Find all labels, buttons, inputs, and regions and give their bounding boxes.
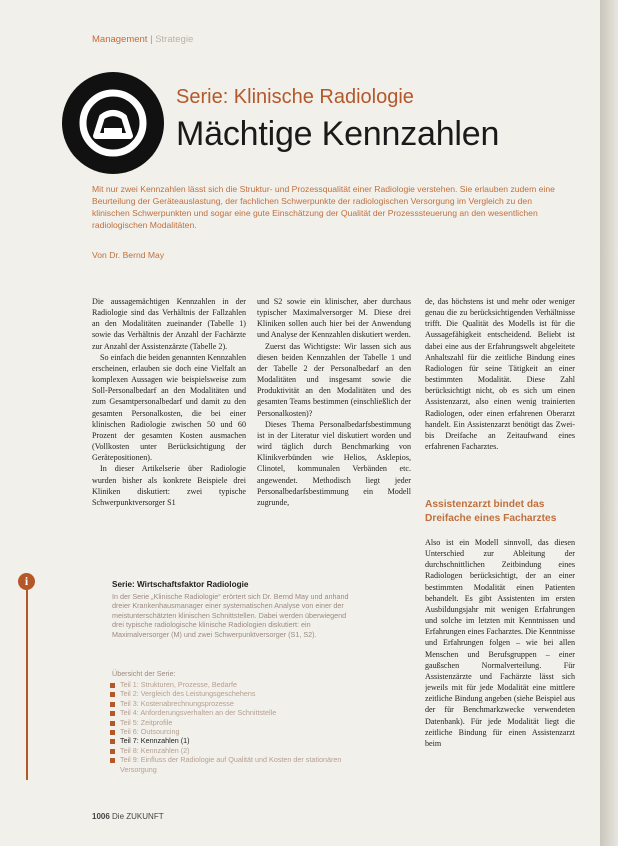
series-part-item: Teil 9: Einfluss der Radiologie auf Qualität und Kosten der stationären Versorgung (110, 755, 350, 774)
paragraph: Dieses Thema Personalbedarfsbestimmung ist in der Literatur viel diskutiert worden und wird täglich durch Benchmarking von Klinikverbünden wie Helios, Asklepios, Clinotel, kommunalen Verbänden etc. angewendet. Methodisch liegt jeder Personalbedarfsbestimmung ein Modell zugrunde, (257, 419, 411, 507)
paragraph: Die aussagemächtigen Kennzahlen in der Radiologie sind das Verhältnis der Fallzahlen an den Modalitäten zueinander (Tabelle 1) sowie das Verhältnis der Anzahl der Fachärzte zur Anzahl der Assistenzärzte (Tabelle 2). (92, 297, 246, 351)
section-subheading: Assistenzarzt bindet das Dreifache eines Facharztes (425, 499, 557, 524)
paragraph: und S2 sowie ein klinischer, aber durchaus typischer Maximalversorger M. Diese drei Kliniken sollen auch hier bei der Anwendung und Analyse der Kennzahlen diskutiert werden. (257, 297, 411, 340)
series-part-item: Teil 5: Zeitprofile (110, 718, 350, 727)
series-part-item: Teil 2: Vergleich des Leistungsgeschehens (110, 689, 350, 698)
series-overview-label: Übersicht der Serie: (112, 669, 176, 678)
body-column-2 (257, 296, 411, 556)
series-part-item: Teil 3: Kostenabrechnungsprozesse (110, 699, 350, 708)
page-number: 1006 (92, 812, 110, 821)
publication-name: Die ZUKUNFT (112, 812, 164, 821)
series-part-item: Teil 1: Strukturen, Prozesse, Bedarfe (110, 680, 350, 689)
body-column-3-continued (425, 537, 575, 837)
series-part-item: Teil 6: Outsourcing (110, 727, 350, 736)
series-part-item: Teil 8: Kennzahlen (2) (110, 746, 350, 755)
info-box-title: Serie: Wirtschaftsfaktor Radiologie (112, 580, 249, 589)
series-title: Serie: Klinische Radiologie (176, 86, 414, 108)
series-overview-list (110, 680, 350, 774)
author-byline: Von Dr. Bernd May (92, 250, 165, 260)
kicker-separator: | (150, 34, 153, 45)
body-column-1 (92, 296, 246, 556)
radiology-scanner-icon (62, 72, 164, 174)
series-part-item-current: Teil 7: Kennzahlen (1) (110, 736, 350, 745)
paragraph: In dieser Artikelserie über Radiologie wurden bisher als konkrete Beispiele drei Kliniken diskutiert: zwei typische Schwerpunktversorger S1 (92, 464, 246, 507)
article-title: Mächtige Kennzahlen (176, 115, 500, 153)
kicker-section: Management (92, 34, 148, 45)
page-edge (600, 0, 618, 846)
paragraph: Zuerst das Wichtigste: Wir lassen sich aus diesen beiden Kennzahlen der Tabelle 1 und der Tabelle 2 der Personalbedarf an den Modalitäten und insgesamt sowie die Produktivität an den Modalitäten und des gesamten Teams bestimmen (einschließlich der Personalkosten)? (257, 341, 411, 418)
info-box-text: In der Serie „Klinische Radiologie“ erörtert sich Dr. Bernd May und anhand dreier Krankenhausmanager einer systematischen Analyse von einer der meistunterschätzten klinischen Schnittstellen. Dabei werden überwiegend drei typische radiologische klinische Radiologien diskutiert: ein Maximalversorger (M) und zwei Schwerpunktversorger (S1, S2). (112, 592, 349, 639)
series-part-item: Teil 4: Anforderungsverhalten an der Schnittstelle (110, 708, 350, 717)
info-icon: i (18, 573, 35, 590)
paragraph: Also ist ein Modell sinnvoll, das diesen Unterschied zur Ableitung der durchschnittlichen Zeitbindung eines Radiologen berücksichtigt, der an einer bestimmten Modalität einen Patienten behandelt. Es gibt Assistenten im ersten Ausbildungsjahr mit wenigen Erfahrungen und solche im letzten mit Kenntnissen und Erfahrungen eines Facharztes. Die Kenntnisse und Erfahrungen folgen – wie bei allen Menschen und Berufsgruppen – einer gaußschen Normalverteilung. Für Assistenzärzte und Fachärzte lässt sich jeweils mit für jede Modalität eine mittlere zeitliche Bindung angeben (siehe Beispiel aus der für Benchmarkzwecke verwendeten Datenbank). Für jede Modalität liegt die zeitliche Bindung für einen Assistenzarzt beim (425, 538, 575, 748)
paragraph: de, das höchstens ist und mehr oder weniger genau die zu berücksichtigenden Verhältnisse trifft. Die Qualität des Modells ist für die Aussagefähigkeit entscheidend. Beliebt ist dabei eine aus der Erfahrungswelt abgeleitete Anhaltszahl für die zeitliche Bindung eines Radiologen für seine Tätigkeit an einer bestimmten Modalität. Diese Zahl berücksichtigt nicht, ob es sich um einen Assistenzarzt, also einen wenig trainierten Radiologen, oder einen erfahrenen Oberarzt handelt. Ein Assistenzarzt benötigt das Zwei- bis Dreifache an Zeitaufwand eines erfahrenen Facharztes. (425, 297, 575, 452)
paragraph: So einfach die beiden genannten Kennzahlen erscheinen, erlauben sie doch eine Vielfalt an komplexen Aussagen wie beispielsweise zum Soll-Personalbedarf an den Modalitäten und zum Gesamtpersonalbedarf und damit zu den gesamten Personalkosten, die bei einer klinischen Radiologie zwischen 50 und 60 Prozent der gesamten Kosten ausmachen (Vollkosten unter Berücksichtigung der Gerätepositionen). (92, 352, 246, 463)
kicker-subsection: Strategie (155, 34, 194, 45)
page-footer (92, 812, 164, 821)
article-lead: Mit nur zwei Kennzahlen lässt sich die Struktur- und Prozessqualität einer Radiologie verstehen. Sie erlauben zudem eine Beurteilung der Geräteauslastung, der fachlichen Schwerpunkte der radiologischen Versorgung im Vergleich zu den klinischen Schwerpunkten und sogar eine gute Einschätzung der Qualität der Prozesssteuerung an den wesentlichen radiologischen Modalitäten. (92, 184, 555, 231)
section-kicker (92, 34, 193, 45)
body-column-3 (425, 296, 575, 476)
info-box-rule (26, 590, 28, 780)
